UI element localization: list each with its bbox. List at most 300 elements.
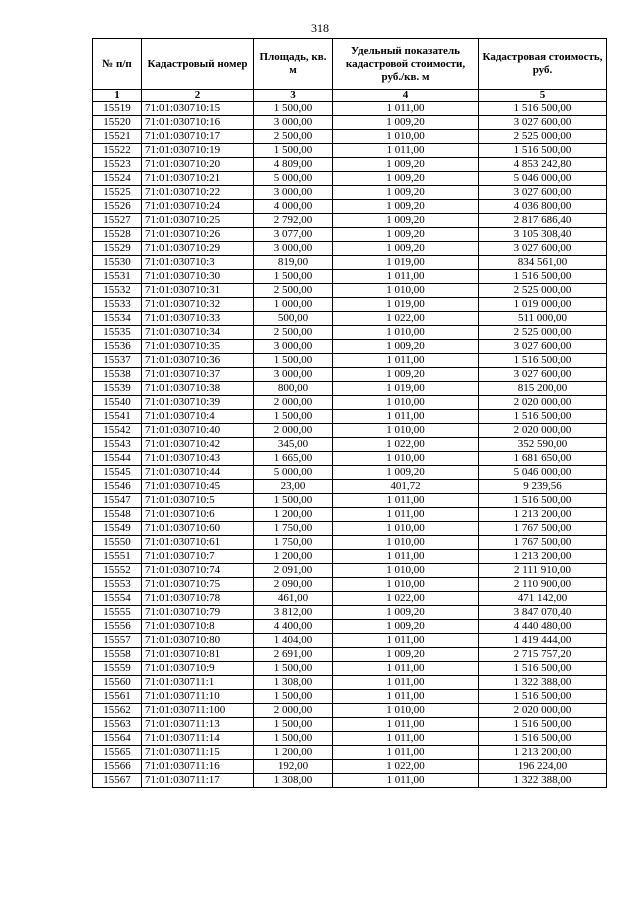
row-number-cell: 15556 [93,620,142,634]
table-row [93,718,607,732]
row-number-cell: 15543 [93,438,142,452]
cadastral-number-cell: 71:01:030710:33 [142,312,254,326]
table-row [93,382,607,396]
row-number-cell: 15557 [93,634,142,648]
column-number-row [93,90,607,102]
row-number-cell: 15528 [93,228,142,242]
table-row [93,284,607,298]
cadastral-value-cell: 352 590,00 [479,438,607,452]
specific-value-cell: 1 022,00 [333,592,479,606]
row-number-cell: 15551 [93,550,142,564]
specific-value-cell: 1 010,00 [333,564,479,578]
table-row [93,508,607,522]
cadastral-number-cell: 71:01:030710:29 [142,242,254,256]
area-cell: 2 000,00 [254,704,333,718]
specific-value-cell: 1 019,00 [333,256,479,270]
cadastral-number-cell: 71:01:030710:31 [142,284,254,298]
table-row [93,130,607,144]
row-number-cell: 15558 [93,648,142,662]
cadastral-number-cell: 71:01:030710:24 [142,200,254,214]
row-number-cell: 15546 [93,480,142,494]
cadastral-value-cell: 3 027 600,00 [479,116,607,130]
header-cadastral-number: Кадастровый номер [142,39,254,90]
cadastral-value-cell: 2 020 000,00 [479,704,607,718]
area-cell: 2 000,00 [254,424,333,438]
row-number-cell: 15521 [93,130,142,144]
cadastral-number-cell: 71:01:030711:10 [142,690,254,704]
specific-value-cell: 1 011,00 [333,746,479,760]
area-cell: 2 691,00 [254,648,333,662]
cadastral-number-cell: 71:01:030710:61 [142,536,254,550]
area-cell: 4 400,00 [254,620,333,634]
area-cell: 4 809,00 [254,158,333,172]
specific-value-cell: 1 011,00 [333,508,479,522]
area-cell: 192,00 [254,760,333,774]
cadastral-number-cell: 71:01:030710:42 [142,438,254,452]
area-cell: 1 404,00 [254,634,333,648]
cadastral-number-cell: 71:01:030711:15 [142,746,254,760]
row-number-cell: 15519 [93,102,142,116]
cadastral-value-cell: 1 516 500,00 [479,354,607,368]
row-number-cell: 15531 [93,270,142,284]
specific-value-cell: 1 010,00 [333,130,479,144]
cadastral-value-cell: 1 516 500,00 [479,662,607,676]
specific-value-cell: 1 011,00 [333,690,479,704]
cadastral-value-table [92,38,607,788]
header-row-number: № п/п [93,39,142,90]
specific-value-cell: 1 010,00 [333,578,479,592]
cadastral-value-cell: 1 419 444,00 [479,634,607,648]
cadastral-value-cell: 3 027 600,00 [479,186,607,200]
cadastral-value-cell: 1 019 000,00 [479,298,607,312]
cadastral-number-cell: 71:01:030711:14 [142,732,254,746]
specific-value-cell: 1 010,00 [333,284,479,298]
cadastral-value-cell: 1 516 500,00 [479,102,607,116]
row-number-cell: 15538 [93,368,142,382]
row-number-cell: 15549 [93,522,142,536]
table-header-row [93,39,607,90]
specific-value-cell: 1 009,20 [333,228,479,242]
table-row [93,326,607,340]
table-row [93,746,607,760]
specific-value-cell: 1 011,00 [333,732,479,746]
table-row [93,480,607,494]
specific-value-cell: 1 010,00 [333,424,479,438]
specific-value-cell: 1 011,00 [333,676,479,690]
cadastral-number-cell: 71:01:030710:17 [142,130,254,144]
specific-value-cell: 1 009,20 [333,340,479,354]
specific-value-cell: 1 010,00 [333,396,479,410]
cadastral-number-cell: 71:01:030710:7 [142,550,254,564]
cadastral-value-cell: 471 142,00 [479,592,607,606]
table-row [93,396,607,410]
specific-value-cell: 1 010,00 [333,326,479,340]
area-cell: 1 308,00 [254,774,333,788]
cadastral-number-cell: 71:01:030710:80 [142,634,254,648]
specific-value-cell: 1 009,20 [333,606,479,620]
cadastral-number-cell: 71:01:030710:75 [142,578,254,592]
row-number-cell: 15545 [93,466,142,480]
area-cell: 3 077,00 [254,228,333,242]
area-cell: 1 200,00 [254,550,333,564]
row-number-cell: 15541 [93,410,142,424]
table-row [93,732,607,746]
table-row [93,662,607,676]
row-number-cell: 15536 [93,340,142,354]
specific-value-cell: 1 009,20 [333,214,479,228]
row-number-cell: 15547 [93,494,142,508]
cadastral-number-cell: 71:01:030710:3 [142,256,254,270]
row-number-cell: 15550 [93,536,142,550]
cadastral-value-cell: 2 525 000,00 [479,326,607,340]
table-row [93,774,607,788]
cadastral-value-cell: 834 561,00 [479,256,607,270]
table-row [93,298,607,312]
cadastral-number-cell: 71:01:030710:5 [142,494,254,508]
cadastral-value-cell: 3 027 600,00 [479,242,607,256]
row-number-cell: 15522 [93,144,142,158]
cadastral-number-cell: 71:01:030710:44 [142,466,254,480]
area-cell: 3 000,00 [254,340,333,354]
specific-value-cell: 1 010,00 [333,704,479,718]
specific-value-cell: 1 022,00 [333,438,479,452]
row-number-cell: 15539 [93,382,142,396]
area-cell: 3 000,00 [254,368,333,382]
area-cell: 819,00 [254,256,333,270]
area-cell: 1 308,00 [254,676,333,690]
table-row [93,704,607,718]
cadastral-value-cell: 1 767 500,00 [479,536,607,550]
cadastral-value-cell: 1 213 200,00 [479,746,607,760]
row-number-cell: 15530 [93,256,142,270]
area-cell: 1 500,00 [254,270,333,284]
cadastral-value-cell: 1 516 500,00 [479,690,607,704]
cadastral-number-cell: 71:01:030710:6 [142,508,254,522]
row-number-cell: 15553 [93,578,142,592]
page-number: 318 [311,21,329,35]
row-number-cell: 15562 [93,704,142,718]
table-row [93,186,607,200]
specific-value-cell: 1 009,20 [333,368,479,382]
row-number-cell: 15554 [93,592,142,606]
specific-value-cell: 1 009,20 [333,620,479,634]
area-cell: 500,00 [254,312,333,326]
specific-value-cell: 1 009,20 [333,158,479,172]
specific-value-cell: 1 009,20 [333,648,479,662]
area-cell: 345,00 [254,438,333,452]
table-row [93,158,607,172]
cadastral-value-cell: 4 440 480,00 [479,620,607,634]
cadastral-value-cell: 2 111 910,00 [479,564,607,578]
specific-value-cell: 1 019,00 [333,382,479,396]
row-number-cell: 15526 [93,200,142,214]
specific-value-cell: 1 009,20 [333,466,479,480]
table-row [93,676,607,690]
cadastral-value-cell: 3 027 600,00 [479,368,607,382]
row-number-cell: 15529 [93,242,142,256]
table-row [93,536,607,550]
area-cell: 3 000,00 [254,116,333,130]
row-number-cell: 15523 [93,158,142,172]
cadastral-value-cell: 1 516 500,00 [479,732,607,746]
row-number-cell: 15559 [93,662,142,676]
area-cell: 1 750,00 [254,536,333,550]
cadastral-value-cell: 4 036 800,00 [479,200,607,214]
table-row [93,200,607,214]
header-area: Площадь, кв. м [254,39,333,90]
cadastral-number-cell: 71:01:030710:79 [142,606,254,620]
table-row [93,606,607,620]
table-row [93,270,607,284]
header-cadastral-value: Кадастровая стоимость, руб. [479,39,607,90]
cadastral-value-cell: 1 516 500,00 [479,494,607,508]
cadastral-value-cell: 1 213 200,00 [479,550,607,564]
cadastral-number-cell: 71:01:030711:17 [142,774,254,788]
table-row [93,564,607,578]
area-cell: 1 750,00 [254,522,333,536]
cadastral-value-cell: 1 322 388,00 [479,676,607,690]
cadastral-value-cell: 1 516 500,00 [479,144,607,158]
table-row [93,466,607,480]
table-row [93,368,607,382]
table-row [93,592,607,606]
row-number-cell: 15534 [93,312,142,326]
specific-value-cell: 1 011,00 [333,662,479,676]
column-number: 2 [142,90,254,102]
table-row [93,228,607,242]
table-row [93,354,607,368]
table-body [93,102,607,788]
cadastral-value-cell: 2 110 900,00 [479,578,607,592]
cadastral-number-cell: 71:01:030710:35 [142,340,254,354]
cadastral-number-cell: 71:01:030710:74 [142,564,254,578]
specific-value-cell: 1 010,00 [333,522,479,536]
row-number-cell: 15542 [93,424,142,438]
cadastral-number-cell: 71:01:030710:34 [142,326,254,340]
table-row [93,116,607,130]
cadastral-number-cell: 71:01:030710:81 [142,648,254,662]
table-row [93,340,607,354]
table-row [93,550,607,564]
cadastral-value-cell: 1 322 388,00 [479,774,607,788]
cadastral-number-cell: 71:01:030710:22 [142,186,254,200]
row-number-cell: 15532 [93,284,142,298]
cadastral-number-cell: 71:01:030711:1 [142,676,254,690]
cadastral-value-cell: 2 817 686,40 [479,214,607,228]
cadastral-number-cell: 71:01:030710:45 [142,480,254,494]
cadastral-value-cell: 815 200,00 [479,382,607,396]
cadastral-number-cell: 71:01:030710:8 [142,620,254,634]
area-cell: 2 090,00 [254,578,333,592]
cadastral-value-cell: 1 516 500,00 [479,270,607,284]
specific-value-cell: 1 022,00 [333,760,479,774]
table-row [93,522,607,536]
cadastral-value-cell: 2 020 000,00 [479,424,607,438]
column-number: 3 [254,90,333,102]
header-specific-value: Удельный показатель кадастровой стоимости, руб./кв. м [333,39,479,90]
specific-value-cell: 1 009,20 [333,186,479,200]
cadastral-number-cell: 71:01:030710:43 [142,452,254,466]
area-cell: 1 500,00 [254,690,333,704]
table-row [93,578,607,592]
row-number-cell: 15564 [93,732,142,746]
area-cell: 2 500,00 [254,284,333,298]
specific-value-cell: 1 011,00 [333,102,479,116]
area-cell: 1 500,00 [254,354,333,368]
specific-value-cell: 1 010,00 [333,452,479,466]
cadastral-number-cell: 71:01:030711:13 [142,718,254,732]
area-cell: 1 500,00 [254,410,333,424]
row-number-cell: 15552 [93,564,142,578]
cadastral-number-cell: 71:01:030710:26 [142,228,254,242]
cadastral-value-cell: 3 105 308,40 [479,228,607,242]
area-cell: 5 000,00 [254,172,333,186]
cadastral-value-cell: 1 516 500,00 [479,718,607,732]
table-row [93,620,607,634]
specific-value-cell: 1 011,00 [333,270,479,284]
area-cell: 3 812,00 [254,606,333,620]
area-cell: 23,00 [254,480,333,494]
table-row [93,214,607,228]
table-row [93,648,607,662]
area-cell: 1 000,00 [254,298,333,312]
cadastral-value-cell: 2 525 000,00 [479,130,607,144]
row-number-cell: 15561 [93,690,142,704]
area-cell: 3 000,00 [254,186,333,200]
table-row [93,760,607,774]
cadastral-number-cell: 71:01:030710:20 [142,158,254,172]
cadastral-number-cell: 71:01:030710:37 [142,368,254,382]
row-number-cell: 15548 [93,508,142,522]
row-number-cell: 15566 [93,760,142,774]
specific-value-cell: 1 011,00 [333,494,479,508]
cadastral-value-cell: 4 853 242,80 [479,158,607,172]
row-number-cell: 15524 [93,172,142,186]
specific-value-cell: 1 009,20 [333,116,479,130]
cadastral-number-cell: 71:01:030710:30 [142,270,254,284]
cadastral-value-cell: 196 224,00 [479,760,607,774]
area-cell: 5 000,00 [254,466,333,480]
cadastral-value-cell: 2 020 000,00 [479,396,607,410]
cadastral-number-cell: 71:01:030710:38 [142,382,254,396]
specific-value-cell: 1 019,00 [333,298,479,312]
table-row [93,494,607,508]
area-cell: 2 500,00 [254,326,333,340]
table-row [93,690,607,704]
column-number: 1 [93,90,142,102]
specific-value-cell: 1 009,20 [333,172,479,186]
area-cell: 1 500,00 [254,718,333,732]
row-number-cell: 15565 [93,746,142,760]
specific-value-cell: 1 011,00 [333,634,479,648]
area-cell: 2 792,00 [254,214,333,228]
row-number-cell: 15560 [93,676,142,690]
cadastral-number-cell: 71:01:030710:78 [142,592,254,606]
cadastral-value-cell: 511 000,00 [479,312,607,326]
table-row [93,634,607,648]
cadastral-number-cell: 71:01:030710:16 [142,116,254,130]
specific-value-cell: 1 011,00 [333,410,479,424]
row-number-cell: 15540 [93,396,142,410]
column-number: 4 [333,90,479,102]
table-row [93,438,607,452]
specific-value-cell: 1 022,00 [333,312,479,326]
cadastral-number-cell: 71:01:030710:40 [142,424,254,438]
row-number-cell: 15533 [93,298,142,312]
table-row [93,242,607,256]
cadastral-value-cell: 3 847 070,40 [479,606,607,620]
area-cell: 2 091,00 [254,564,333,578]
row-number-cell: 15535 [93,326,142,340]
specific-value-cell: 1 011,00 [333,550,479,564]
area-cell: 1 500,00 [254,732,333,746]
row-number-cell: 15520 [93,116,142,130]
table-row [93,102,607,116]
row-number-cell: 15525 [93,186,142,200]
specific-value-cell: 1 011,00 [333,354,479,368]
specific-value-cell: 401,72 [333,480,479,494]
cadastral-number-cell: 71:01:030711:16 [142,760,254,774]
cadastral-value-cell: 1 213 200,00 [479,508,607,522]
area-cell: 1 500,00 [254,662,333,676]
cadastral-number-cell: 71:01:030710:32 [142,298,254,312]
area-cell: 1 500,00 [254,144,333,158]
area-cell: 4 000,00 [254,200,333,214]
row-number-cell: 15544 [93,452,142,466]
table-row [93,424,607,438]
table-row [93,410,607,424]
table-row [93,452,607,466]
cadastral-number-cell: 71:01:030710:60 [142,522,254,536]
cadastral-value-cell: 3 027 600,00 [479,340,607,354]
table-row [93,172,607,186]
column-number: 5 [479,90,607,102]
row-number-cell: 15555 [93,606,142,620]
cadastral-value-cell: 2 525 000,00 [479,284,607,298]
cadastral-value-cell: 9 239,56 [479,480,607,494]
cadastral-number-cell: 71:01:030711:100 [142,704,254,718]
cadastral-value-cell: 2 715 757,20 [479,648,607,662]
specific-value-cell: 1 011,00 [333,144,479,158]
cadastral-value-cell: 5 046 000,00 [479,172,607,186]
area-cell: 461,00 [254,592,333,606]
area-cell: 1 200,00 [254,508,333,522]
row-number-cell: 15537 [93,354,142,368]
row-number-cell: 15563 [93,718,142,732]
area-cell: 1 500,00 [254,102,333,116]
cadastral-value-cell: 1 767 500,00 [479,522,607,536]
cadastral-value-cell: 5 046 000,00 [479,466,607,480]
area-cell: 2 000,00 [254,396,333,410]
table-row [93,256,607,270]
cadastral-number-cell: 71:01:030710:19 [142,144,254,158]
cadastral-number-cell: 71:01:030710:15 [142,102,254,116]
cadastral-number-cell: 71:01:030710:21 [142,172,254,186]
specific-value-cell: 1 011,00 [333,718,479,732]
cadastral-value-cell: 1 681 650,00 [479,452,607,466]
area-cell: 2 500,00 [254,130,333,144]
area-cell: 3 000,00 [254,242,333,256]
cadastral-number-cell: 71:01:030710:39 [142,396,254,410]
cadastral-number-cell: 71:01:030710:25 [142,214,254,228]
specific-value-cell: 1 010,00 [333,536,479,550]
cadastral-number-cell: 71:01:030710:9 [142,662,254,676]
specific-value-cell: 1 011,00 [333,774,479,788]
table-row [93,312,607,326]
area-cell: 1 200,00 [254,746,333,760]
specific-value-cell: 1 009,20 [333,242,479,256]
area-cell: 1 665,00 [254,452,333,466]
